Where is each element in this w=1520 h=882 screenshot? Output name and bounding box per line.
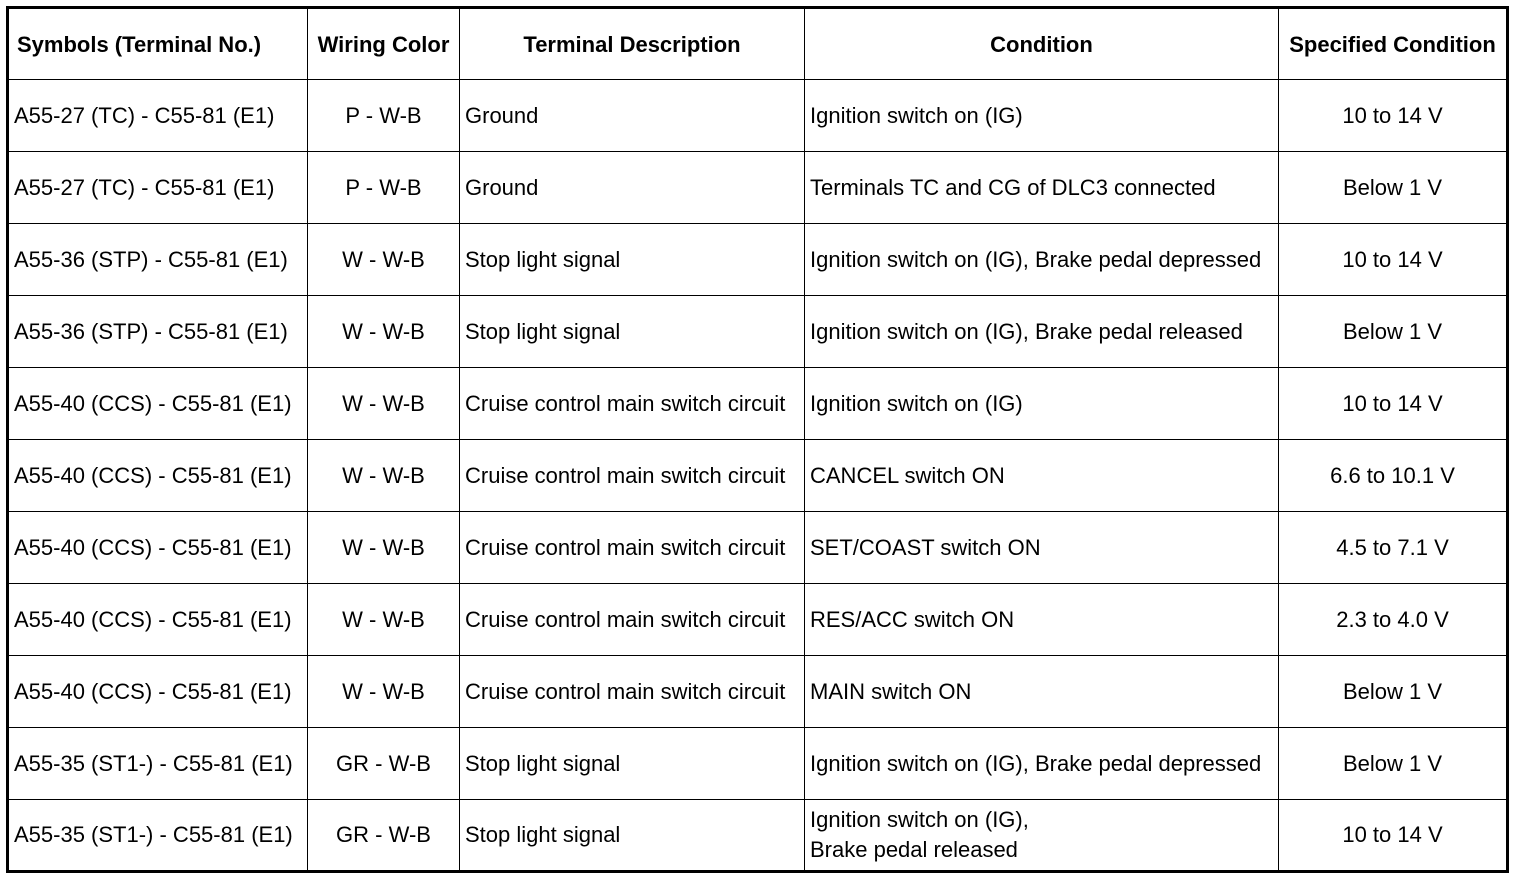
cell-wiring-color-text: W - W-B xyxy=(342,678,425,704)
cell-symbols xyxy=(8,728,308,800)
table-row xyxy=(8,728,1508,800)
header-terminal-description: Terminal Description xyxy=(460,8,805,80)
cell-terminal-description-text: Cruise control main switch circuit xyxy=(465,390,786,416)
cell-symbols-text: A55-27 (TC) - C55-81 (E1) xyxy=(14,102,275,128)
cell-condition-text: RES/ACC switch ON xyxy=(810,606,1015,632)
cell-terminal-description-text: Stop light signal xyxy=(465,246,621,272)
header-symbols: Symbols (Terminal No.) xyxy=(8,8,308,80)
cell-specified-condition xyxy=(1279,584,1508,656)
cell-wiring-color xyxy=(308,80,460,152)
cell-terminal-description xyxy=(460,512,805,584)
cell-wiring-color-text: W - W-B xyxy=(342,462,425,488)
cell-wiring-color xyxy=(308,224,460,296)
cell-condition-text: Ignition switch on (IG) xyxy=(810,102,1023,128)
cell-specified-condition xyxy=(1279,224,1508,296)
terminal-check-table xyxy=(6,6,1509,873)
header-specified-condition: Specified Condition xyxy=(1279,8,1508,80)
cell-wiring-color xyxy=(308,152,460,224)
cell-wiring-color-text: W - W-B xyxy=(342,606,425,632)
cell-terminal-description xyxy=(460,152,805,224)
cell-specified-condition-text: Below 1 V xyxy=(1342,318,1443,344)
cell-symbols-text: A55-35 (ST1-) - C55-81 (E1) xyxy=(14,750,293,776)
cell-wiring-color xyxy=(308,800,460,872)
cell-wiring-color-text: GR - W-B xyxy=(336,750,431,776)
cell-wiring-color-text: P - W-B xyxy=(345,174,422,200)
cell-condition xyxy=(805,512,1279,584)
cell-wiring-color xyxy=(308,584,460,656)
cell-condition xyxy=(805,368,1279,440)
cell-symbols xyxy=(8,224,308,296)
cell-condition-text: Ignition switch on (IG), Brake pedal depressed xyxy=(810,750,1262,776)
cell-condition-text: Ignition switch on (IG), Brake pedal released xyxy=(810,807,1029,862)
cell-condition-text: CANCEL switch ON xyxy=(810,462,1005,488)
cell-symbols-text: A55-40 (CCS) - C55-81 (E1) xyxy=(14,606,292,632)
table-row xyxy=(8,368,1508,440)
cell-terminal-description xyxy=(460,728,805,800)
cell-symbols xyxy=(8,584,308,656)
cell-wiring-color-text: GR - W-B xyxy=(336,822,431,847)
cell-wiring-color-text: W - W-B xyxy=(342,318,425,344)
cell-condition-text: Ignition switch on (IG), Brake pedal depressed xyxy=(810,246,1262,272)
cell-wiring-color-text: W - W-B xyxy=(342,390,425,416)
cell-symbols xyxy=(8,656,308,728)
cell-terminal-description-text: Ground xyxy=(465,174,539,200)
cell-condition xyxy=(805,296,1279,368)
cell-condition xyxy=(805,656,1279,728)
cell-symbols xyxy=(8,800,308,872)
cell-wiring-color xyxy=(308,656,460,728)
cell-specified-condition xyxy=(1279,152,1508,224)
cell-symbols xyxy=(8,440,308,512)
cell-specified-condition xyxy=(1279,512,1508,584)
table-header-row xyxy=(8,8,1508,80)
cell-symbols xyxy=(8,152,308,224)
table-body xyxy=(8,80,1508,872)
cell-terminal-description xyxy=(460,800,805,872)
cell-terminal-description xyxy=(460,584,805,656)
cell-symbols xyxy=(8,296,308,368)
cell-condition xyxy=(805,584,1279,656)
table-row xyxy=(8,296,1508,368)
cell-specified-condition xyxy=(1279,296,1508,368)
cell-wiring-color xyxy=(308,728,460,800)
cell-condition-text: Ignition switch on (IG), Brake pedal released xyxy=(810,318,1243,344)
cell-terminal-description xyxy=(460,296,805,368)
cell-terminal-description xyxy=(460,440,805,512)
cell-symbols-text: A55-40 (CCS) - C55-81 (E1) xyxy=(14,534,292,560)
cell-symbols xyxy=(8,512,308,584)
cell-wiring-color xyxy=(308,368,460,440)
cell-specified-condition-text: 10 to 14 V xyxy=(1342,390,1443,416)
cell-specified-condition-text: 4.5 to 7.1 V xyxy=(1336,534,1449,560)
cell-wiring-color xyxy=(308,512,460,584)
cell-symbols-text: A55-27 (TC) - C55-81 (E1) xyxy=(14,174,275,200)
cell-specified-condition xyxy=(1279,800,1508,872)
cell-specified-condition-text: Below 1 V xyxy=(1342,174,1443,200)
cell-condition-text: Terminals TC and CG of DLC3 connected xyxy=(810,174,1216,200)
cell-symbols-text: A55-40 (CCS) - C55-81 (E1) xyxy=(14,462,292,488)
table-row xyxy=(8,440,1508,512)
table-row xyxy=(8,80,1508,152)
table-row xyxy=(8,152,1508,224)
cell-wiring-color-text: P - W-B xyxy=(345,102,422,128)
cell-specified-condition xyxy=(1279,728,1508,800)
cell-wiring-color-text: W - W-B xyxy=(342,534,425,560)
table-row xyxy=(8,584,1508,656)
cell-specified-condition xyxy=(1279,656,1508,728)
cell-condition xyxy=(805,152,1279,224)
cell-specified-condition-text: 10 to 14 V xyxy=(1342,246,1443,272)
cell-symbols-text: A55-36 (STP) - C55-81 (E1) xyxy=(14,246,288,272)
cell-condition xyxy=(805,728,1279,800)
cell-specified-condition xyxy=(1279,440,1508,512)
cell-specified-condition xyxy=(1279,80,1508,152)
cell-symbols-text: A55-40 (CCS) - C55-81 (E1) xyxy=(14,390,292,416)
table-row xyxy=(8,800,1508,872)
cell-wiring-color-text: W - W-B xyxy=(342,246,425,272)
cell-terminal-description-text: Cruise control main switch circuit xyxy=(465,678,786,704)
cell-terminal-description-text: Cruise control main switch circuit xyxy=(465,606,786,632)
cell-symbols-text: A55-35 (ST1-) - C55-81 (E1) xyxy=(14,822,293,847)
cell-terminal-description xyxy=(460,656,805,728)
cell-terminal-description-text: Stop light signal xyxy=(465,318,621,344)
cell-terminal-description xyxy=(460,80,805,152)
cell-specified-condition-text: 10 to 14 V xyxy=(1342,822,1443,847)
header-condition: Condition xyxy=(805,8,1279,80)
cell-specified-condition-text: 6.6 to 10.1 V xyxy=(1330,462,1455,488)
cell-condition xyxy=(805,224,1279,296)
cell-terminal-description-text: Stop light signal xyxy=(465,822,621,847)
cell-terminal-description xyxy=(460,224,805,296)
cell-specified-condition-text: Below 1 V xyxy=(1342,750,1443,776)
cell-condition-text: SET/COAST switch ON xyxy=(810,534,1041,560)
cell-symbols xyxy=(8,368,308,440)
cell-condition xyxy=(805,800,1279,872)
header-wiring-color: Wiring Color xyxy=(308,8,460,80)
cell-symbols-text: A55-40 (CCS) - C55-81 (E1) xyxy=(14,678,292,704)
table-row xyxy=(8,512,1508,584)
cell-terminal-description-text: Stop light signal xyxy=(465,750,621,776)
table-row xyxy=(8,224,1508,296)
cell-condition xyxy=(805,80,1279,152)
cell-specified-condition-text: 10 to 14 V xyxy=(1342,102,1443,128)
cell-terminal-description-text: Cruise control main switch circuit xyxy=(465,462,786,488)
cell-symbols-text: A55-36 (STP) - C55-81 (E1) xyxy=(14,318,288,344)
cell-condition xyxy=(805,440,1279,512)
cell-specified-condition-text: 2.3 to 4.0 V xyxy=(1336,606,1449,632)
cell-condition-text: MAIN switch ON xyxy=(810,678,972,704)
table-row xyxy=(8,656,1508,728)
cell-condition-text: Ignition switch on (IG) xyxy=(810,390,1023,416)
cell-terminal-description-text: Cruise control main switch circuit xyxy=(465,534,786,560)
cell-terminal-description xyxy=(460,368,805,440)
cell-specified-condition xyxy=(1279,368,1508,440)
cell-terminal-description-text: Ground xyxy=(465,102,539,128)
cell-wiring-color xyxy=(308,296,460,368)
cell-specified-condition-text: Below 1 V xyxy=(1342,678,1443,704)
cell-wiring-color xyxy=(308,440,460,512)
cell-symbols xyxy=(8,80,308,152)
